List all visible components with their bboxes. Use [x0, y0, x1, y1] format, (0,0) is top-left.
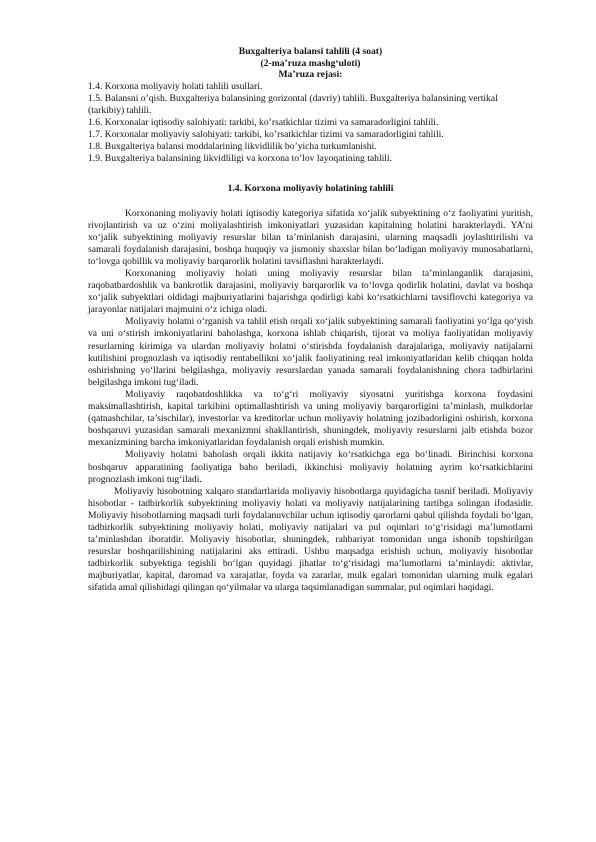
document-page — [88, 46, 533, 595]
body-paragraph: Korxonaning moliyaviy holati uning moliyaviy resurslar bilan ta’minlanganlik darajasini, raqobatbardoshlik va bankrotlik darajasini, moliyaviy barqarorlik va to‘lovga qodirlik holatini, davlat va boshqa xo‘jalik subyektlari oldidagi majburiyatlarini bajarishga qodirligi kabi ko‘rsatkichlarni tavsiflovchi kategoriya va jarayonlar natijalari majmuini o‘z ichiga oladi. — [88, 268, 533, 316]
lecture-subtitle: (2-ma’ruza mashg‘uloti) — [260, 57, 361, 69]
plan-item: 1.5. Balansni o’qish. Buxgalteriya balansining gorizontal (davriy) tahlili. Buxgalteriya balansining vertikal (tarkibiy) tahlili. — [88, 92, 498, 116]
plan-item: 1.7. Korxonalar moliyaviy salohiyati: tarkibi, ko’rsatkichlar tizimi va samaradorligini tahlili. — [88, 129, 444, 141]
section-body — [88, 208, 533, 595]
body-paragraph: Moliyaviy holatni o‘rganish va tahlil etish orqali xo‘jalik subyektining samarali faoliyatini yo‘lga qo‘yish va uni o‘stirish imkoniyatlarini baholashga, korxona ishlab chiqarish, tijorat va moliya faoliyatidan moliyaviy resurlarning kirimiga va ulardan moliyaviy holatni o‘stirishda foydalanish darajalariga, moliyaviy natijalarni kutilishini prognozlash va iqtisodiy rentabellikni xo‘jalik faoliyatining real imkoniyatlaridan kelib chiqqan holda oshirishning yo‘llarini belgilashga, moliyaviy resurslardan yanada samarali foydalanishning chora tadbirlarini belgilashga imkoni tug‘iladi. — [88, 316, 533, 388]
body-paragraph: Moliyaviy hisobotning xalqaro standartlarida moliyaviy hisobotlarga quyidagicha tasnif beriladi. Moliyaviy hisobotlar - tadbirkorlik subyektining moliyaviy holati va moliyaviy natijalarining tartibga solingan ifodasidir. Moliyaviy hisobotlarning maqsadi turli foydalanuvchilar uchun iqtisodiy qarorlarni qabul qilishda foydali bo‘lgan, tadbirkorlik subyektining moliyaviy holati, moliyaviy natijalari va pul oqimlari to‘g‘risidagi ma’lumotlarni ta’minlashdan iboratdir. Moliyaviy hisobotlar, shuningdek, rahbariyat tomonidan unga ishonib topshirilgan resurslar boshqarilishining natijalarini aks ettiradi. Ushbu maqsadga erishish uchun, moliyaviy hisobotlar tadbirkorlik subyektiga tegishli bo‘lgan quyidagi jihatlar to‘g‘risidagi ma’lumotlarni ta’minlaydi: aktivlar, majburiyatlar, kapital, daromad va xarajatlar, foyda va zararlar, mulk egalari tomonidan ularning mulk egalari sifatida amal qilishidagi qilingan qo‘yilmalar va ularga taqsimlanadigan summalar, pul oqimlari haqidagi. — [88, 485, 533, 594]
plan-item: 1.8. Buxgalteriya balansi moddalarining likvidlilik bo’yicha turkumlanishi. — [88, 141, 377, 153]
plan-heading: Ma’ruza rejasi: — [278, 69, 343, 81]
body-paragraph: Moliyaviy holatni baholash orqali ikkita natijaviy ko‘rsatkichga ega bo‘linadi. Birinchisi korxona boshqaruv apparatining faoliyatiga baho beriladi, ikkinchisi moliyaviy holatning ayrim ko‘rsatkichlarini prognozlash imkoni tug‘iladi. — [88, 449, 533, 485]
body-paragraph: Korxonaning moliyaviy holati iqtisodiy kategoriya sifatida xo‘jalik subyektining o‘z faoliyatini yuritish, rivojlantirish va uz o‘zini moliyalashtirish imkoniyatlari yuzasidan kapitalning holatini harakterlaydi. YA’ni xo‘jalik subyektining moliyaviy resurslar bilan ta’minlanish darajasini, ularning maqsadli joylashtirilishi va samarali foydalanish darajasini, boshqa huquqiy va jismoniy shaxslar bilan bo‘ladigan moliyaviy munosabatlarni, to‘lovga qobillik va moliyaviy barqarorlik holatini tavsiflashni harakterlaydi. — [88, 207, 533, 267]
lecture-title: Buxgalteriya balansi tahlili (4 soat) — [238, 46, 383, 57]
plan-item: 1.4. Korxona moliyaviy holati tahlili usullari. — [88, 80, 263, 92]
plan-item: 1.6. Korxonalar iqtisodiy salohiyati: tarkibi, ko’rsatkichlar tizimi va samaradorligini tahlili. — [88, 117, 439, 129]
lecture-plan-list — [88, 81, 533, 166]
plan-item: 1.9. Buxgalteriya balansining likvidliligi va korxona to’lov layoqatining tahlili. — [88, 153, 393, 165]
body-paragraph: Moliyaviy raqobatdoshlikka va to‘g‘ri moliyaviy siyosatni yuritishga korxona foydasini maksimallashtirish, kapital tarkibini optimallashtirish va uning moliyaviy barqarorligini ta’minlash, mulkdorlar (qatnashchilar, ta’sischilar), investorlar va kreditorlar uchun moliyaviy holatning jozibadorligini oshirish, korxona boshqaruvi yuzasidan samarali mexanizmni shakllantirish, shuningdek, moliyaviy resurslarni jalb etishda bozor mexanizmining barcha imkoniyatlaridan foydalanish orqali erishish mumkin. — [88, 388, 533, 449]
section-heading: 1.4. Korxona moliyaviy holatining tahlili — [227, 183, 394, 195]
